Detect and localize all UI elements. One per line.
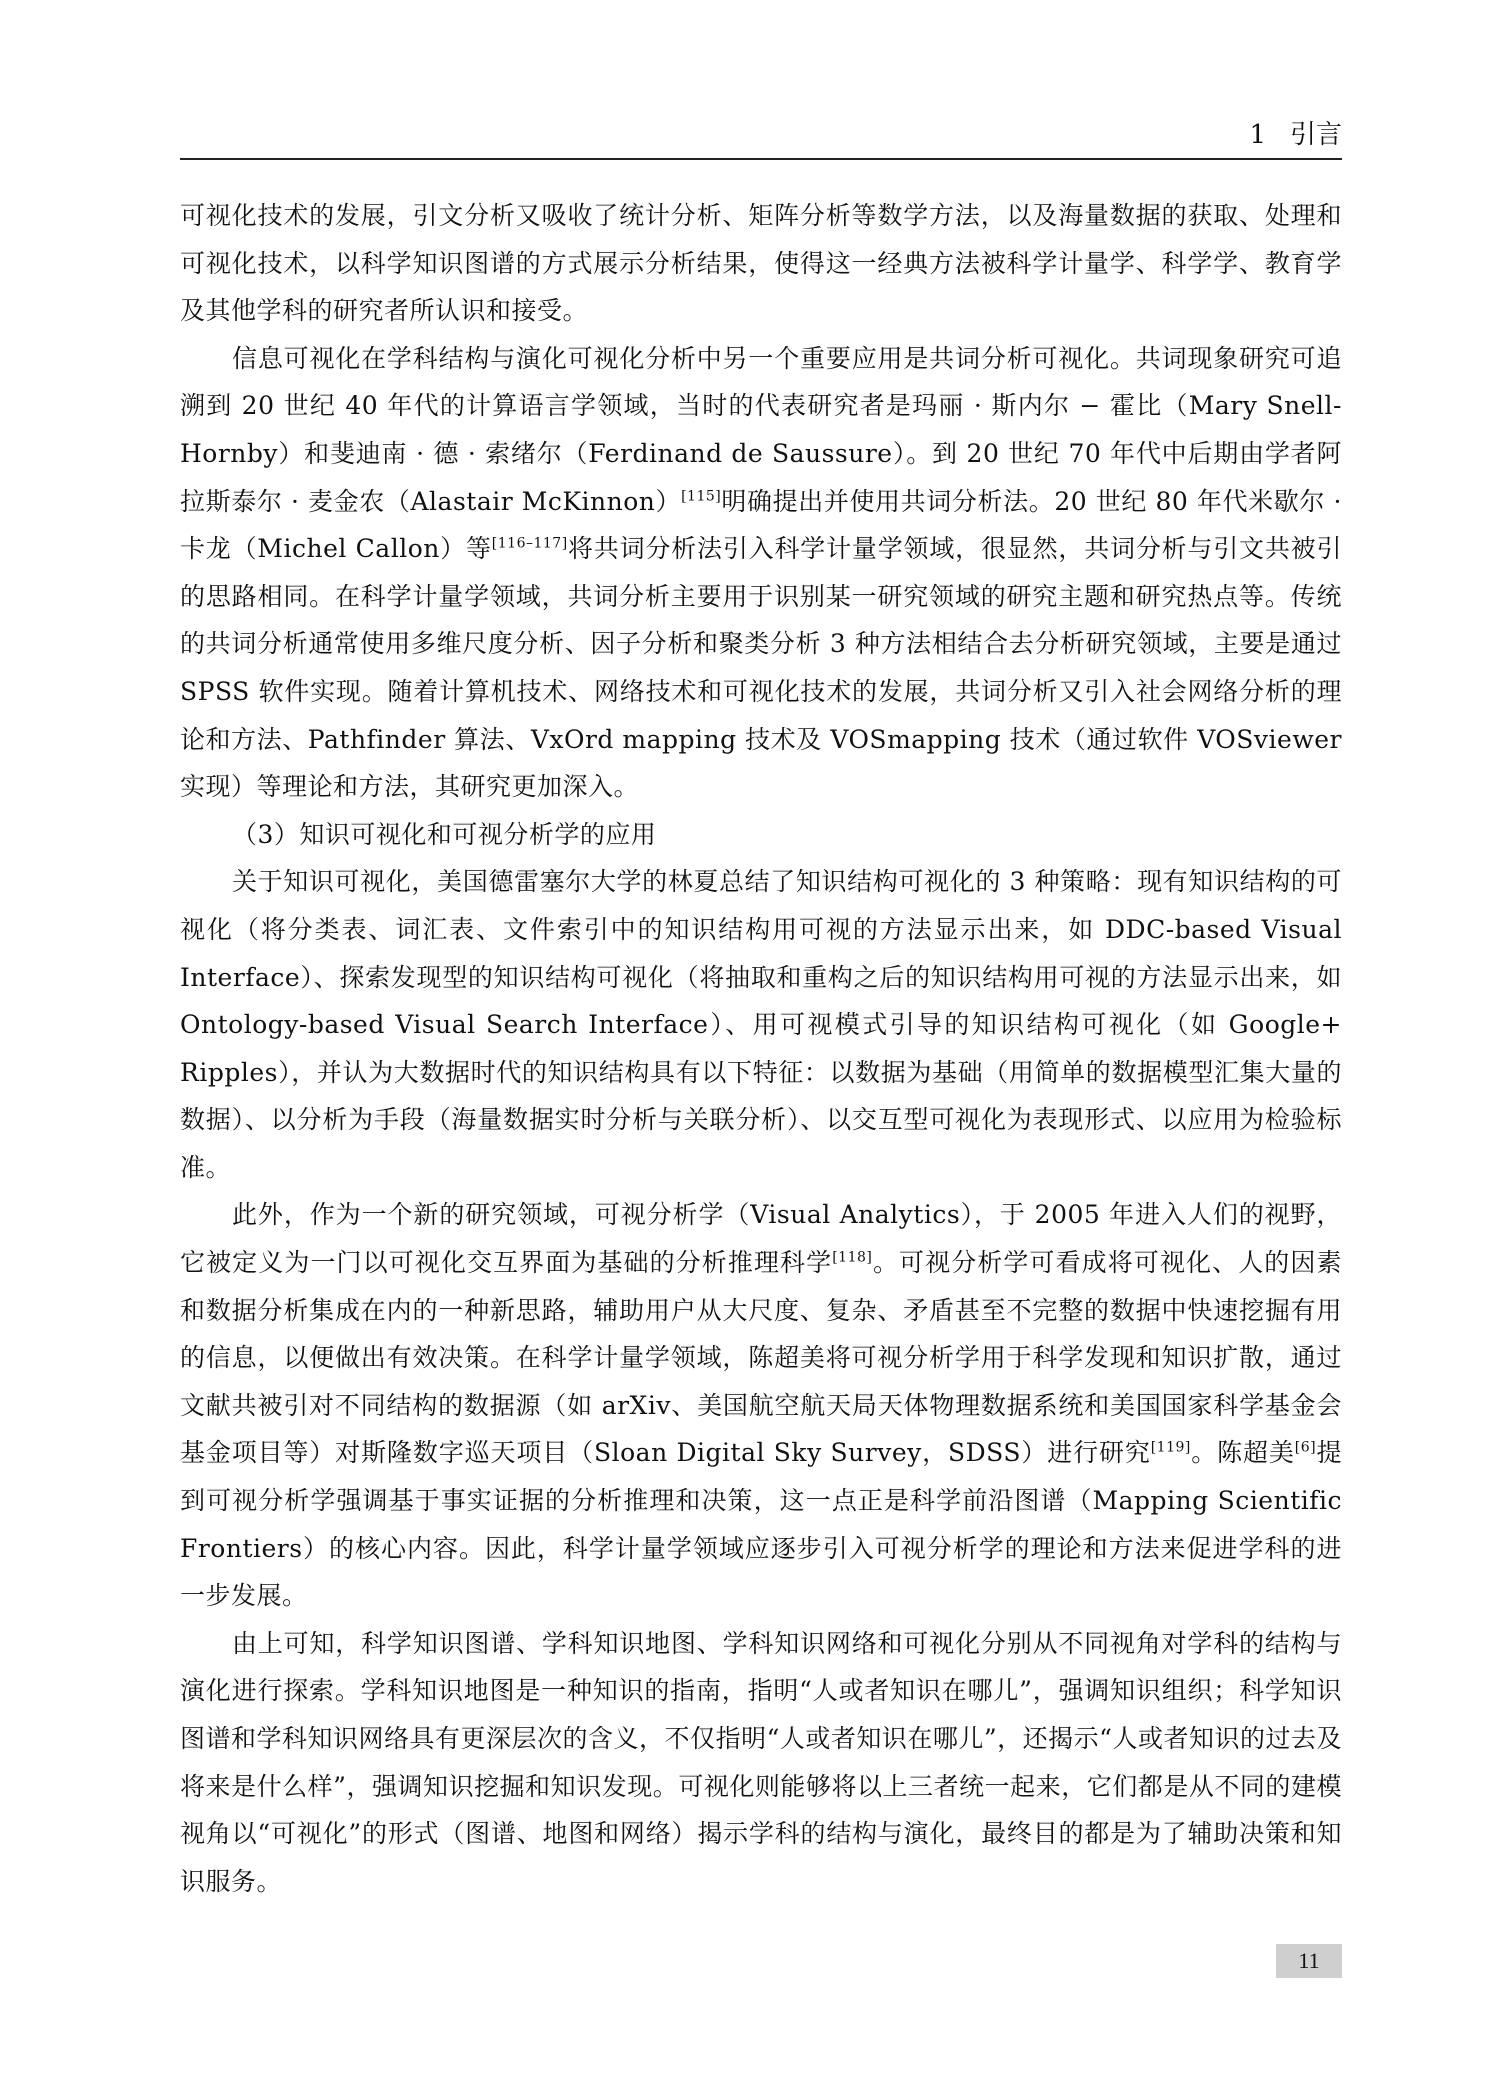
- citation-reference: [115]: [681, 488, 722, 505]
- body-text: [180, 192, 1342, 1905]
- subsection-heading: [180, 811, 1342, 859]
- chapter-title: 引言: [1289, 120, 1342, 150]
- paragraph-text: 提到可视分析学强调基于事实证据的分析推理和决策，这一点正是科学前沿图谱（Mapping Scientific Frontiers）的核心内容。因此，科学计量学领域应逐步引入可视分析学的理论和方法来促进学科的进一步发展。: [180, 1438, 1342, 1611]
- paragraph-text: 。可视分析学可看成将可视化、人的因素和数据分析集成在内的一种新思路，辅助用户从大尺度、复杂、矛盾甚至不完整的数据中快速挖掘有用的信息，以便做出有效决策。在科学计量学领域，陈超美将可视分析学用于科学发现和知识扩散，通过文献共被引对不同结构的数据源（如 arXiv、美国航空航天局天体物理数据系统和美国国家科学基金会基金项目等）对斯隆数字巡天项目（Sloan Digital Sky Survey，SDSS）进行研究: [180, 1248, 1342, 1468]
- paragraph-text: 此外，作为一个新的研究领域，可视分析学（Visual Analytics），于 2005 年进入人们的视野，它被定义为一门以可视化交互界面为基础的分析推理科学: [180, 1200, 1342, 1278]
- paragraph-text: 可视化技术的发展，引文分析又吸收了统计分析、矩阵分析等数学方法，以及海量数据的获取、处理和可视化技术，以科学知识图谱的方式展示分析结果，使得这一经典方法被科学计量学、科学学、教育学及其他学科的研究者所认识和接受。: [180, 201, 1342, 326]
- paragraph-text: 将共词分析法引入科学计量学领域，很显然，共词分析与引文共被引的思路相同。在科学计量学领域，共词分析主要用于识别某一研究领域的研究主题和研究热点等。传统的共词分析通常使用多维尺度分析、因子分析和聚类分析 3 种方法相结合去分析研究领域，主要是通过 SPSS 软件实现。随着计算机技术、网络技术和可视化技术的发展，共词分析又引入社会网络分析的理论和方法、Pathfinder 算法、VxOrd mapping 技术及 VOSmapping 技术（通过软件 VOSviewer 实现）等理论和方法，其研究更加深入。: [180, 534, 1342, 802]
- citation-reference: [119]: [1150, 1440, 1191, 1457]
- paragraph: [180, 335, 1342, 811]
- paragraph: [180, 858, 1342, 1191]
- running-header: [180, 118, 1342, 160]
- page-number: 11: [1276, 1944, 1342, 1978]
- paragraph: [180, 192, 1342, 335]
- paragraph-text: 明确提出并使用共词分析法。20 世纪 80 年代米歇尔 · 卡龙（Michel Callon）等: [180, 486, 1342, 564]
- paragraph-text: 信息可视化在学科结构与演化可视化分析中另一个重要应用是共词分析可视化。共词现象研究可追溯到 20 世纪 40 年代的计算语言学领域，当时的代表研究者是玛丽 · 斯内尔 − 霍比（Mary Snell-Hornby）和斐迪南 · 德 · 索绪尔（Ferdinand de Saussure）。到 20 世纪 70 年代中后期由学者阿拉斯泰尔 · 麦金农（Alastair McKinnon）: [180, 343, 1342, 516]
- paragraph-text: 关于知识可视化，美国德雷塞尔大学的林夏总结了知识结构可视化的 3 种策略：现有知识结构的可视化（将分类表、词汇表、文件索引中的知识结构用可视的方法显示出来，如 DDC-based Visual Interface）、探索发现型的知识结构可视化（将抽取和重构之后的知识结构用可视的方法显示出来，如 Ontology-based Visual Search Interface）、用可视模式引导的知识结构可视化（如 Google+ Ripples），并认为大数据时代的知识结构具有以下特征：以数据为基础（用简单的数据模型汇集大量的数据）、以分析为手段（海量数据实时分析与关联分析）、以交互型可视化为表现形式、以应用为检验标准。: [180, 867, 1342, 1182]
- paragraph-text: 由上可知，科学知识图谱、学科知识地图、学科知识网络和可视化分别从不同视角对学科的结构与演化进行探索。学科知识地图是一种知识的指南，指明“人或者知识在哪儿”，强调知识组织；科学知识图谱和学科知识网络具有更深层次的含义，不仅指明“人或者知识在哪儿”，还揭示“人或者知识的过去及将来是什么样”，强调知识挖掘和知识发现。可视化则能够将以上三者统一起来，它们都是从不同的建模视角以“可视化”的形式（图谱、地图和网络）揭示学科的结构与演化，最终目的都是为了辅助决策和知识服务。: [180, 1628, 1342, 1896]
- citation-reference: [6]: [1294, 1440, 1317, 1457]
- citation-reference: [116–117]: [491, 535, 568, 552]
- paragraph: [180, 1620, 1342, 1906]
- paragraph: [180, 1191, 1342, 1619]
- paragraph-text: 。陈超美: [1190, 1438, 1295, 1468]
- paragraph-text: （3）知识可视化和可视分析学的应用: [232, 819, 657, 849]
- citation-reference: [118]: [832, 1249, 873, 1266]
- chapter-number: 1: [1249, 120, 1266, 150]
